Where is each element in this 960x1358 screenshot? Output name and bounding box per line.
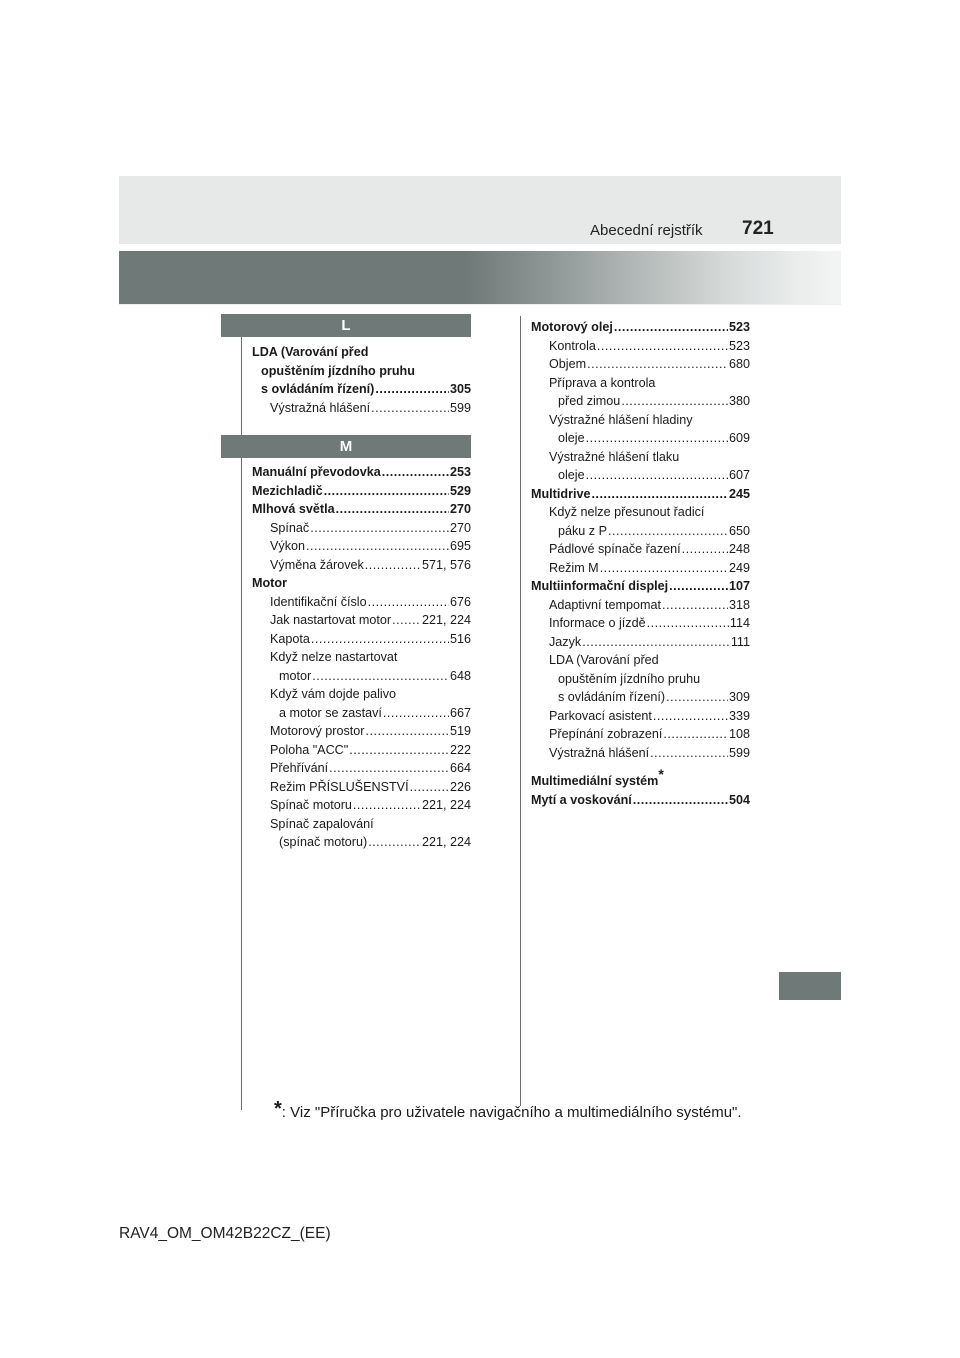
index-subentry[interactable]	[531, 374, 750, 411]
page-ref: 599	[728, 745, 750, 760]
page-ref: 309	[728, 690, 750, 704]
entry-text: Pádlové spínače řazení	[549, 542, 681, 556]
index-subentry[interactable]	[531, 744, 750, 763]
entry-text: Multimediální systém	[531, 774, 659, 788]
page-ref: 676	[449, 594, 471, 609]
page-ref: 114	[729, 616, 750, 630]
entry-text: Výstražné hlášení tlaku	[549, 449, 680, 464]
index-subentry[interactable]	[252, 611, 471, 630]
footnote	[274, 1098, 742, 1121]
entry-text: Motorový olej	[531, 320, 613, 334]
page-ref: 245	[728, 486, 750, 501]
page-ref: 380	[728, 394, 750, 408]
entry-text: Parkovací asistent	[549, 708, 652, 723]
entry-text: LDA (Varování před	[252, 345, 369, 359]
index-subentry[interactable]	[252, 778, 471, 797]
index-subentry[interactable]	[252, 722, 471, 741]
page-ref: 107	[728, 579, 750, 593]
entry-text: Výměna žárovek	[270, 557, 364, 572]
footnote-marker: *	[658, 766, 664, 782]
page-header-title: Abecední rejstřík	[590, 222, 703, 239]
page-ref: 607	[728, 468, 750, 482]
index-subentry[interactable]	[531, 614, 750, 633]
entry-text: Poloha "ACC"	[270, 742, 349, 757]
entry-text: Objem	[549, 357, 587, 371]
entry-text-cont: motor	[279, 668, 312, 683]
entry-text: Multiinformační displej	[531, 579, 669, 593]
entry-text-cont: před zimou	[558, 394, 621, 408]
index-subentry[interactable]	[531, 337, 750, 356]
index-subentry[interactable]	[531, 411, 750, 448]
index-entry[interactable]	[252, 500, 471, 519]
entry-text: LDA (Varování před	[549, 653, 659, 667]
page-ref: 253	[449, 465, 471, 479]
page-ref: 529	[449, 483, 471, 498]
entry-text: Spínač motoru	[270, 798, 352, 812]
index-subentry[interactable]	[531, 559, 750, 578]
section-heading-m: M	[221, 435, 471, 458]
right-column-rule	[520, 316, 521, 1106]
index-section-tab[interactable]	[779, 972, 841, 1000]
entry-text: Výkon	[270, 539, 306, 553]
page-ref: 305	[449, 382, 471, 396]
index-entry[interactable]	[531, 318, 750, 337]
page-ref: 249	[728, 560, 750, 575]
page-ref: 318	[728, 597, 750, 612]
page-ref: 221, 224	[421, 798, 471, 812]
entry-text: Režim M	[549, 560, 599, 575]
entry-text: Výstražné hlášení hladiny	[549, 412, 693, 427]
entry-text: Mezichladič	[252, 483, 323, 498]
index-subentry[interactable]	[252, 593, 471, 612]
index-subentry[interactable]	[252, 815, 471, 852]
page-ref: 667	[449, 705, 471, 720]
index-subentry[interactable]	[252, 556, 471, 575]
entry-text: Manuální převodovka	[252, 465, 381, 479]
entry-text-cont: a motor se zastaví	[279, 705, 382, 720]
entry-text: Přepínání zobrazení	[549, 727, 663, 741]
entry-text: Přehřívání	[270, 761, 329, 775]
header-gradient-band	[119, 251, 841, 304]
index-subentry[interactable]	[252, 796, 471, 815]
entry-text: Režim PŘÍSLUŠENSTVÍ	[270, 779, 409, 794]
index-subentry[interactable]	[531, 596, 750, 615]
page-ref: 221, 224	[421, 835, 471, 849]
entry-text: Multidrive	[531, 486, 591, 501]
page-ref: 519	[449, 724, 471, 738]
entry-text-cont: opuštěním jízdního pruhu	[558, 671, 701, 686]
index-subentry[interactable]	[531, 725, 750, 744]
entry-text: Informace o jízdě	[549, 616, 646, 630]
index-subentry[interactable]	[252, 741, 471, 760]
entry-text: Kapota	[270, 631, 310, 646]
page-ref: 648	[449, 668, 471, 683]
entry-text-cont: (spínač motoru)	[279, 835, 368, 849]
entry-text: Příprava a kontrola	[549, 375, 656, 390]
entry-text: Mytí a voskování	[531, 792, 632, 807]
page-ref: 108	[728, 727, 750, 741]
entry-text-cont: s ovládáním řízení)	[558, 690, 666, 704]
index-subentry[interactable]	[252, 648, 471, 685]
footnote-star: *	[274, 1098, 282, 1120]
index-entry[interactable]	[252, 574, 471, 593]
page-ref: 221, 224	[421, 613, 471, 627]
page-number: 721	[742, 218, 774, 239]
entry-text: Motorový prostor	[270, 724, 365, 738]
entry-text: Když vám dojde palivo	[270, 687, 397, 701]
entry-text: Když nelze přesunout řadicí	[549, 505, 705, 519]
page-ref: 270	[449, 502, 471, 516]
index-entry[interactable]	[531, 485, 750, 504]
entry-text-cont: s ovládáním řízení)	[261, 382, 375, 396]
page-ref: 680	[728, 357, 750, 371]
entry-text: Kontrola	[549, 338, 596, 353]
index-entry[interactable]	[252, 343, 471, 399]
section-heading-l: L	[221, 314, 471, 337]
index-subentry[interactable]	[531, 633, 750, 652]
index-subentry[interactable]	[252, 537, 471, 556]
entry-text: Když nelze nastartovat	[270, 650, 398, 664]
page-ref: 695	[449, 539, 471, 553]
entry-text: Spínač zapalování	[270, 816, 374, 831]
index-column-left	[252, 314, 471, 852]
entry-text: Výstražná hlášení	[270, 400, 371, 415]
footnote-text: : Viz "Příručka pro uživatele navigačního a multimediálního systému".	[281, 1104, 742, 1121]
entry-text: Výstražná hlášení	[549, 745, 650, 760]
index-subentry[interactable]	[531, 540, 750, 559]
index-subentry[interactable]	[252, 519, 471, 538]
page-ref: 650	[728, 523, 750, 538]
index-entry[interactable]	[252, 463, 471, 482]
page-ref: 516	[449, 631, 471, 646]
entry-text: Motor	[252, 576, 287, 590]
entry-text: Identifikační číslo	[270, 594, 367, 609]
page-ref: 270	[449, 520, 471, 535]
page-ref: 523	[728, 320, 750, 334]
document-code: RAV4_OM_OM42B22CZ_(EE)	[119, 1225, 331, 1242]
entry-text-cont: oleje	[558, 468, 585, 482]
index-subentry[interactable]	[531, 355, 750, 374]
index-subentry[interactable]	[531, 651, 750, 707]
page-ref: 111	[730, 634, 750, 649]
index-entry[interactable]	[531, 765, 750, 791]
page-ref: 599	[449, 400, 471, 415]
index-subentry[interactable]	[531, 448, 750, 485]
page-ref: 248	[728, 542, 750, 556]
entry-text: Spínač	[270, 520, 310, 535]
header-divider	[119, 304, 841, 305]
page-ref: 523	[728, 338, 750, 353]
page-ref: 609	[728, 431, 750, 445]
entry-text-cont: opuštěním jízdního pruhu	[261, 363, 415, 378]
entry-text: Jazyk	[549, 634, 582, 649]
page-ref: 571, 576	[421, 557, 471, 572]
page-ref: 664	[449, 761, 471, 775]
index-subentry[interactable]	[252, 399, 471, 418]
index-entry[interactable]	[531, 577, 750, 596]
index-subentry[interactable]	[252, 685, 471, 722]
index-entry[interactable]	[531, 791, 750, 810]
page-ref: 504	[728, 792, 750, 807]
index-subentry[interactable]	[531, 503, 750, 540]
entry-text-cont: oleje	[558, 431, 585, 445]
index-subentry[interactable]	[252, 630, 471, 649]
page-ref: 222	[449, 742, 471, 757]
entry-text: Jak nastartovat motor	[270, 613, 392, 627]
entry-text: Mlhová světla	[252, 502, 335, 516]
header-bar	[119, 176, 841, 244]
entry-text: Adaptivní tempomat	[549, 597, 662, 612]
index-subentry[interactable]	[531, 707, 750, 726]
page-ref: 226	[449, 779, 471, 794]
index-subentry[interactable]	[252, 759, 471, 778]
index-column-right	[531, 318, 750, 809]
page-ref: 339	[728, 708, 750, 723]
index-entry[interactable]	[252, 482, 471, 501]
entry-text-cont: páku z P	[558, 523, 608, 538]
